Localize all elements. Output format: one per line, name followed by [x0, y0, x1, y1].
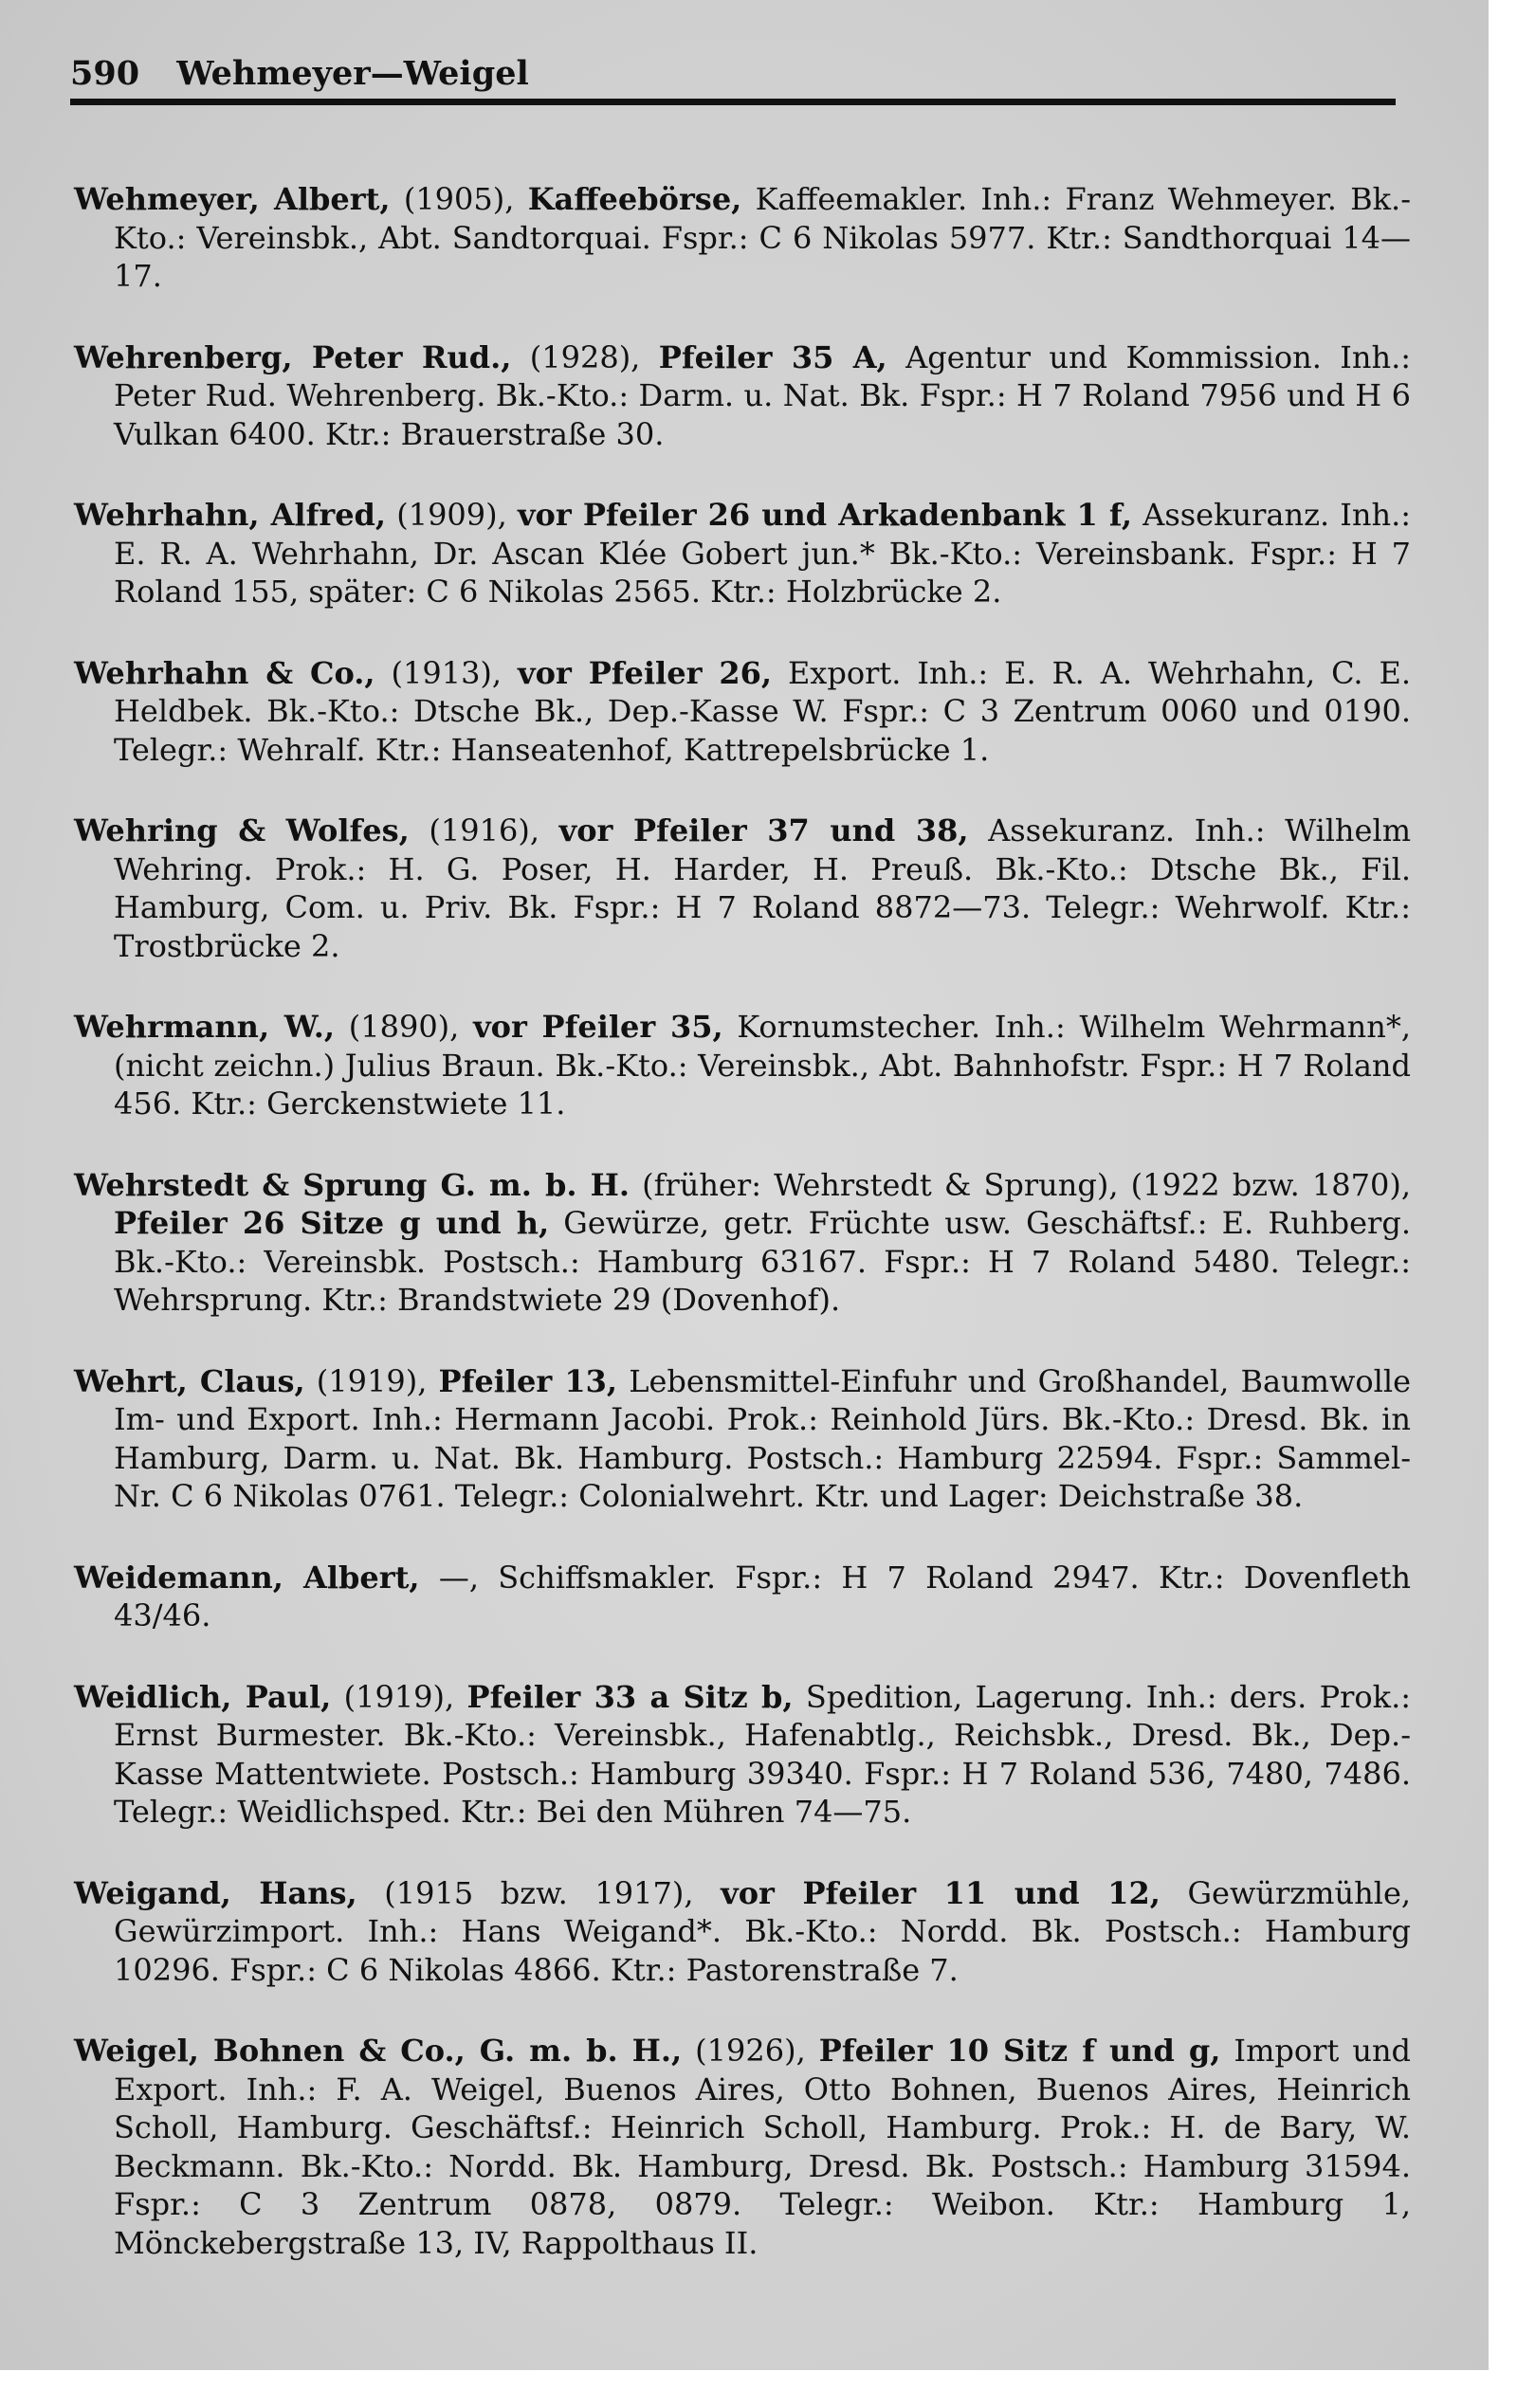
- entry-address: Pfeiler 13,: [438, 1362, 618, 1399]
- entry-address: Pfeiler 33 a Sitz b,: [466, 1678, 794, 1715]
- directory-entry: [74, 654, 1411, 770]
- entry-details: Lebensmittel-Einfuhr und Großhandel, Baumwolle Im- und Export. Inh.: Hermann Jacobi. Prok.: Reinhold Jürs. Bk.-Kto.: Dresd. Bk. in Hamburg, Darm. u. Nat. Bk. Hamburg. Postsch.: Hamburg 22594. Fspr.: Sammel-Nr. C 6 Nikolas 0761. Telegr.: Colonialwehrt. Ktr. und Lager: Deichstraße 38.: [114, 1362, 1412, 1514]
- page-edge-bottom: [0, 2370, 1517, 2408]
- entry-details: Schiffsmakler. Fspr.: H 7 Roland 2947. Ktr.: Dovenfleth 43/46.: [114, 1559, 1412, 1633]
- entry-year: (1913),: [391, 654, 503, 691]
- entry-address: vor Pfeiler 35,: [473, 1009, 723, 1045]
- directory-entry: [74, 1166, 1411, 1320]
- running-title: Wehmeyer—Weigel: [176, 54, 529, 93]
- entry-year: (1916),: [429, 812, 539, 848]
- entry-details: Gewürzmühle, Gewürzimport. Inh.: Hans Weigand*. Bk.-Kto.: Nordd. Bk. Postsch.: Hamburg 10296. Fspr.: C 6 Nikolas 4866. Ktr.: Pastorenstraße 7.: [114, 1874, 1412, 1988]
- entry-details: Agentur und Kommission. Inh.: Peter Rud. Wehrenberg. Bk.-Kto.: Darm. u. Nat. Bk. Fspr.: H 7 Roland 7956 und H 6 Vulkan 6400. Ktr.: Brauerstraße 30.: [114, 338, 1412, 452]
- directory-entry: [74, 496, 1411, 611]
- directory-entry: [74, 812, 1411, 965]
- directory-entry: [74, 1559, 1411, 1635]
- directory-entry: [74, 1678, 1411, 1832]
- entry-name: Weidemann, Albert,: [74, 1559, 420, 1596]
- entry-address: Pfeiler 26 Sitze g und h,: [114, 1205, 550, 1241]
- entry-name: Wehring & Wolfes,: [74, 812, 410, 848]
- entry-name: Wehrstedt & Sprung G. m. b. H.: [74, 1166, 630, 1203]
- entry-name: Weigand, Hans,: [74, 1874, 357, 1911]
- entry-year: (1909),: [396, 497, 507, 533]
- entry-year: (1890),: [348, 1009, 460, 1045]
- directory-entry: [74, 180, 1411, 296]
- entry-name: Wehmeyer, Albert,: [74, 181, 391, 217]
- entry-details: Spedition, Lagerung. Inh.: ders. Prok.: Ernst Burmester. Bk.-Kto.: Vereinsbk., Hafenabtlg., Reichsbk., Dresd. Bk., Dep.-Kasse Mattentwiete. Postsch.: Hamburg 39340. Fspr.: H 7 Roland 536, 7480, 7486. Telegr.: Weidlichsped. Ktr.: Bei den Mühren 74—75.: [114, 1678, 1412, 1830]
- header-rule: [70, 99, 1396, 105]
- entry-address: vor Pfeiler 11 und 12,: [721, 1874, 1161, 1911]
- directory-entry: [74, 1362, 1411, 1516]
- directory-entry: [74, 1008, 1411, 1123]
- directory-entry: [74, 338, 1411, 454]
- page-header: [70, 46, 1398, 102]
- entry-name: Weidlich, Paul,: [74, 1678, 332, 1715]
- entry-name: Wehrenberg, Peter Rud.,: [74, 338, 512, 375]
- entry-name: Wehrhahn & Co.,: [74, 654, 375, 691]
- directory-entries: [74, 150, 1411, 2305]
- entry-address: Pfeiler 35 A,: [658, 338, 887, 375]
- entry-address: Pfeiler 10 Sitz f und g,: [818, 2033, 1221, 2069]
- entry-details: Gewürze, getr. Früchte usw. Geschäftsf.: E. Ruhberg. Bk.-Kto.: Vereinsbk. Postsch.: Hamburg 63167. Fspr.: H 7 Roland 5480. Telegr.: Wehrsprung. Ktr.: Brandstwiete 29 (Dovenhof).: [114, 1205, 1411, 1318]
- entry-address: Kaffeebörse,: [527, 181, 742, 217]
- entry-details: Kornumstecher. Inh.: Wilhelm Wehrmann*, (nicht zeichn.) Julius Braun. Bk.-Kto.: Vereinsbk., Abt. Bahnhofstr. Fspr.: H 7 Roland 456. Ktr.: Gerckenstwiete 11.: [114, 1009, 1412, 1122]
- entry-name: Wehrt, Claus,: [74, 1362, 305, 1399]
- entry-year: (1915 bzw. 1917),: [384, 1874, 694, 1911]
- entry-address: vor Pfeiler 26 und Arkadenbank 1 f,: [517, 497, 1133, 533]
- entry-name: Weigel, Bohnen & Co., G. m. b. H.,: [74, 2033, 683, 2069]
- directory-entry: [74, 2032, 1411, 2262]
- entry-year: (1919),: [316, 1362, 428, 1399]
- entry-year: (1905),: [403, 181, 515, 217]
- entry-details: Assekuranz. Inh.: Wilhelm Wehring. Prok.: H. G. Poser, H. Harder, H. Preuß. Bk.-Kto.: Dtsche Bk., Fil. Hamburg, Com. u. Priv. Bk. Fspr.: H 7 Roland 8872—73. Telegr.: Wehrwolf. Ktr.: Trostbrücke 2.: [114, 812, 1412, 964]
- entry-details: Export. Inh.: E. R. A. Wehrhahn, C. E. Heldbek. Bk.-Kto.: Dtsche Bk., Dep.-Kasse W. Fspr.: C 3 Zentrum 0060 und 0190. Telegr.: Wehralf. Ktr.: Hanseatenhof, Kattrepelsbrücke 1.: [114, 654, 1412, 768]
- page-number: 590: [70, 54, 140, 93]
- entry-details: Kaffeemakler. Inh.: Franz Wehmeyer. Bk.-Kto.: Vereinsbk., Abt. Sandtorquai. Fspr.: C 6 Nikolas 5977. Ktr.: Sandthorquai 14—17.: [114, 181, 1412, 294]
- entry-name: Wehrhahn, Alfred,: [74, 497, 387, 533]
- directory-entry: [74, 1874, 1411, 1990]
- entry-details: Assekuranz. Inh.: E. R. A. Wehrhahn, Dr. Ascan Klée Gobert jun.* Bk.-Kto.: Vereinsbank. Fspr.: H 7 Roland 155, später: C 6 Nikolas 2565. Ktr.: Holzbrücke 2.: [114, 497, 1412, 610]
- entry-year: (1928),: [529, 338, 641, 375]
- entry-year: (1919),: [343, 1678, 455, 1715]
- entry-year: (früher: Wehrstedt & Sprung), (1922 bzw. 1870),: [642, 1166, 1412, 1203]
- entry-year: (1926),: [695, 2033, 806, 2069]
- entry-year: —,: [438, 1559, 479, 1596]
- entry-details: Import und Export. Inh.: F. A. Weigel, Buenos Aires, Otto Bohnen, Buenos Aires, Heinrich Scholl, Hamburg. Geschäftsf.: Heinrich Scholl, Hamburg. Prok.: H. de Bary, W. Beckmann. Bk.-Kto.: Nordd. Bk. Hamburg, Dresd. Bk. Postsch.: Hamburg 31594. Fspr.: C 3 Zentrum 0878, 0879. Telegr.: Weibon. Ktr.: Hamburg 1, Mönckebergstraße 13, IV, Rappolthaus II.: [114, 2033, 1412, 2261]
- page-edge-right: [1489, 0, 1517, 2408]
- entry-address: vor Pfeiler 37 und 38,: [558, 812, 969, 848]
- entry-name: Wehrmann, W.,: [74, 1009, 336, 1045]
- entry-address: vor Pfeiler 26,: [518, 654, 772, 691]
